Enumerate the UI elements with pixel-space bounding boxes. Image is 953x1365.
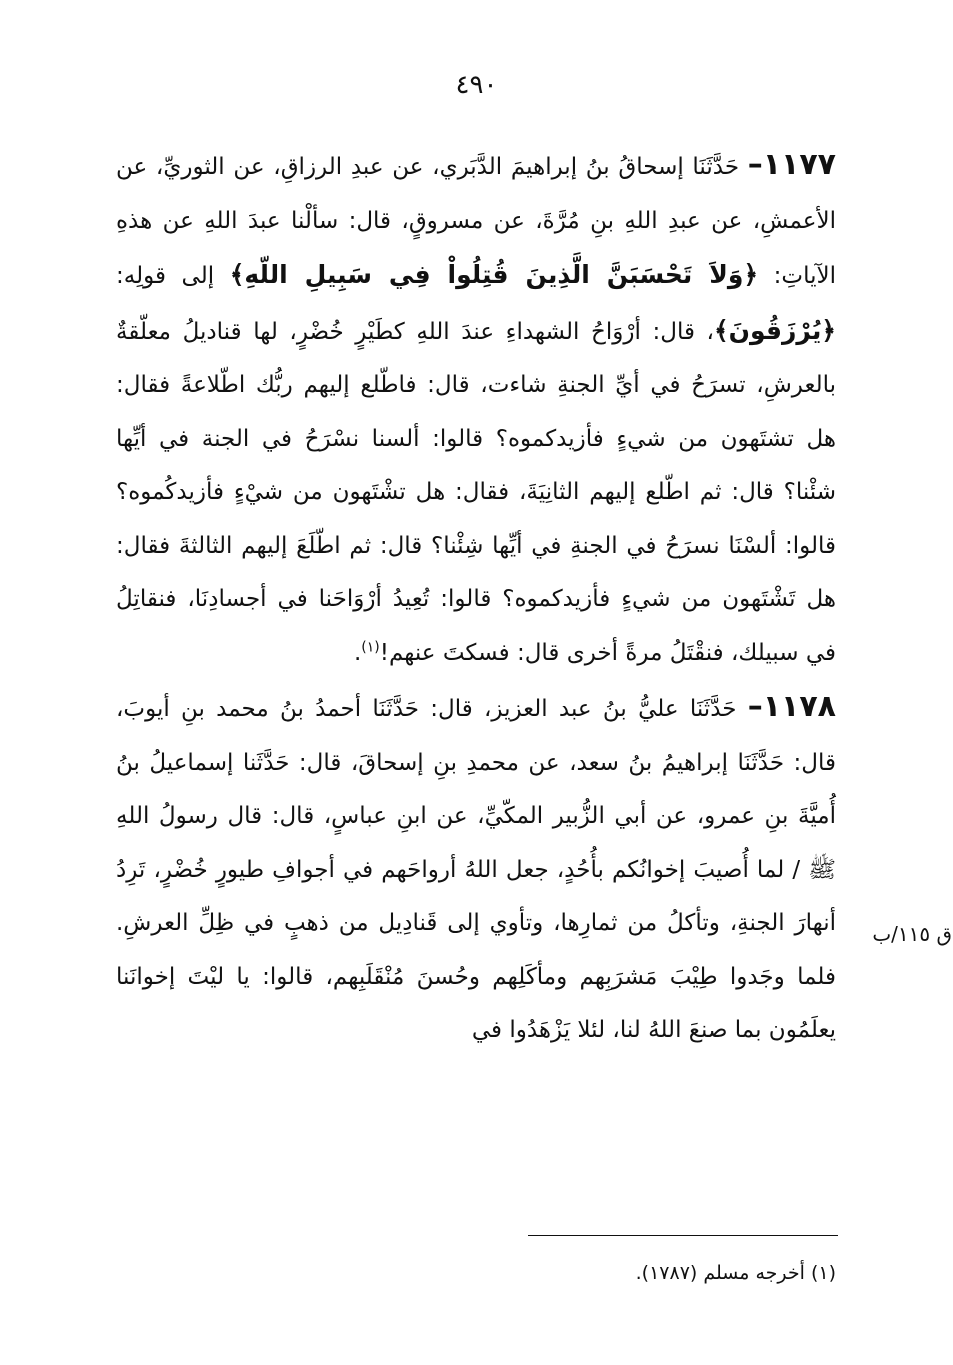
hadith-text-part: حَدَّثَنَا إسحاقُ بنُ إبراهيمَ الدَّبَري، عن عبدِ الرزاقِ، عن الثوريِّ، عن الأعمشِ، عن عبدِ اللهِ بنِ مُرَّةَ، عن مسروقٍ، قال: سألْنا عبدَ اللهِ عن هذهِ الآياتِ: [116,154,836,289]
hadith-text-part: إلى قولِه: [116,263,230,289]
main-text [116,138,836,1058]
hadith-1178 [116,680,836,1058]
hadith-1177 [116,138,836,680]
page-number: ٤٩٠ [455,70,498,100]
footnote-reference[interactable]: (١) [361,638,380,655]
quran-quote: ﴿يُرْزَقُونَ﴾ [713,315,836,345]
hadith-text-part: ، قال: أرْوَاحُ الشهداءِ عندَ اللهِ كطَيْرٍ خُضْرٍ، لها قناديلُ معلّقةٌ بالعرشِ، تسرَحُ في أيِّ الجنةِ شاءت، قال: فاطّلع إليهم ربُّك اطّلاعةً فقال: هل تشتَهون من شيءٍ فأزيدكموه؟ قالوا: ألسنا نسْرَحُ في الجنة في أيِّها شئْنا؟ قال: ثم اطّلع إليهم الثانِيَةَ، فقال: هل تشْتَهون من شيْءٍ فأزيدكُموه؟ قالوا: ألسْنَا نسرَحُ في الجنةِ في أيِّها شِئْنا؟ قال: ثم اطّلَعَ إليهم الثالثةَ فقال: هل تَشْتَهون من شيءٍ فأزيدكموه؟ قالوا: تُعِيدُ أرْوَاحَنا في أجسادِنَا، فنقاتِلُ في سبيلك، فنقْتَلُ مرةً أخرى قال: فسكتَ عنهم! [116,318,836,666]
manuscript-margin-note: ق ١١٥/ب [872,922,952,946]
hadith-number: ١١٧٨– [747,689,836,724]
footnote: (١) أخرجه مسلم (١٧٨٧). [635,1262,836,1284]
hadith-text-end: . [353,639,362,666]
quran-quote: ﴿وَلاَ تَحْسَبَنَّ الَّذِينَ قُتِلُواْ فِي سَبِيلِ اللّهِ﴾ [229,260,759,289]
hadith-text: حَدَّثَنَا عليُّ بنُ عبد العزيز، قال: حَدَّثَنَا أحمدُ بنُ محمد بنِ أيوبَ، قال: حَدَّثَنَا إبراهيمُ بنُ سعد، عن محمدِ بنِ إسحاقَ، قال: حَدَّثَنا إسماعيلُ بنُ أُميَّةَ بنِ عمرو، عن أبي الزُّبير المكّيِّ، عن ابنِ عباسٍ، قال: قال رسولُ اللهِ ﷺ / لما أُصيبَ إخوانُكم بأُحُدٍ، جعل اللهُ أرواحَهم في أجوافِ طيورٍ خُضْرٍ، تَرِدُ أنهارَ الجنةِ، وتأكلُ من ثمارِها، وتأوي إلى قَنادِيل من ذهبٍ في ظِلِّ العرشِ. فلما وجَدوا طِيْبَ مَشرَبِهم ومأكَلِهم وحُسنَ مُنْقَلَبِهم، قالوا: يا ليْتَ إخوانَنا يعلَمُون بما صنعَ اللهُ لنا، لئلا يَزْهَدُوا في [116,696,836,1043]
footnote-divider [528,1235,838,1236]
hadith-number: ١١٧٧– [747,147,836,182]
